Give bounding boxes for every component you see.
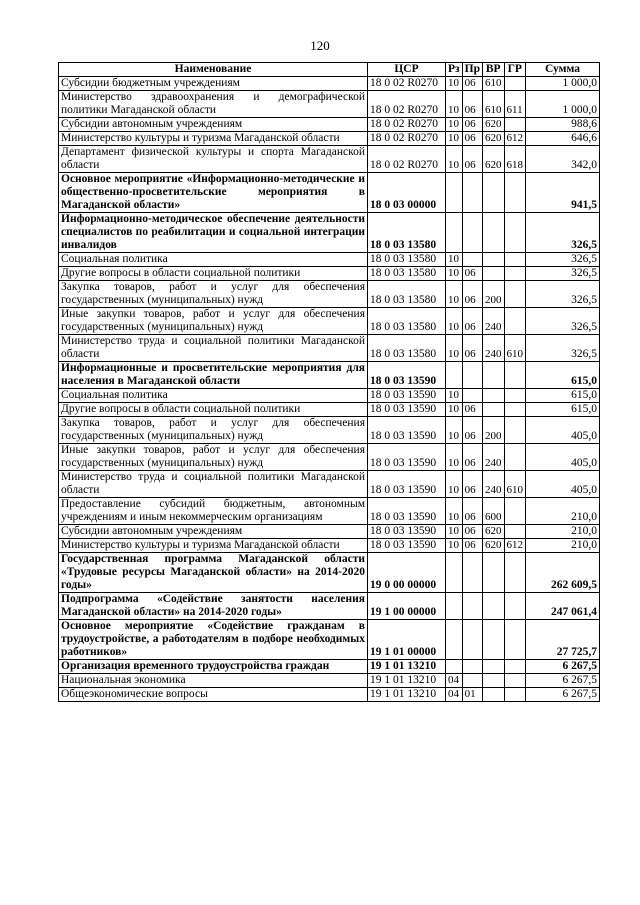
cell-csr: 18 0 03 13590: [368, 444, 446, 471]
cell-vr: [483, 403, 505, 417]
cell-pr: 06: [462, 132, 482, 146]
cell-rz: 04: [446, 688, 463, 702]
cell-name: Закупка товаров, работ и услуг для обеспечения государственных (муниципальных) нужд: [59, 417, 368, 444]
cell-name: Министерство здравоохранения и демографической политики Магаданской области: [59, 91, 368, 118]
cell-vr: [483, 267, 505, 281]
table-row: [59, 308, 600, 335]
cell-pr: 06: [462, 498, 482, 525]
cell-sum: 405,0: [526, 471, 600, 498]
cell-pr: [462, 213, 482, 253]
cell-rz: 04: [446, 674, 463, 688]
cell-pr: 06: [462, 281, 482, 308]
cell-vr: 200: [483, 417, 505, 444]
cell-name: Иные закупки товаров, работ и услуг для обеспечения государственных (муниципальных) нужд: [59, 308, 368, 335]
table-row: [59, 539, 600, 553]
cell-sum: 615,0: [526, 362, 600, 389]
table-row: [59, 267, 600, 281]
table-body: [59, 77, 600, 702]
cell-csr: 19 1 01 13210: [368, 660, 446, 674]
cell-sum: 1 000,0: [526, 91, 600, 118]
cell-gr: [504, 362, 526, 389]
cell-rz: [446, 213, 463, 253]
cell-sum: 615,0: [526, 403, 600, 417]
cell-pr: [462, 389, 482, 403]
cell-gr: [504, 389, 526, 403]
cell-name: Предоставление субсидий бюджетным, автономным учреждениям и иным некоммерческим организациям: [59, 498, 368, 525]
cell-vr: 620: [483, 525, 505, 539]
cell-gr: [504, 498, 526, 525]
cell-name: Государственная программа Магаданской области «Трудовые ресурсы Магаданской области» на 2014-2020 годы»: [59, 553, 368, 593]
cell-csr: 19 0 00 00000: [368, 553, 446, 593]
cell-csr: 18 0 03 13580: [368, 335, 446, 362]
header-name: Наименование: [59, 63, 368, 77]
cell-csr: 19 1 00 00000: [368, 593, 446, 620]
cell-csr: 18 0 03 13590: [368, 498, 446, 525]
header-csr: ЦСР: [368, 63, 446, 77]
cell-sum: 405,0: [526, 444, 600, 471]
cell-sum: 326,5: [526, 308, 600, 335]
cell-pr: 06: [462, 417, 482, 444]
cell-sum: 326,5: [526, 253, 600, 267]
cell-name: Другие вопросы в области социальной политики: [59, 267, 368, 281]
cell-csr: 18 0 02 R0270: [368, 77, 446, 91]
table-row: [59, 173, 600, 213]
cell-csr: 18 0 03 13590: [368, 389, 446, 403]
cell-rz: [446, 620, 463, 660]
header-rz: Рз: [446, 63, 463, 77]
cell-vr: 620: [483, 146, 505, 173]
cell-rz: [446, 173, 463, 213]
table-row: [59, 281, 600, 308]
cell-vr: 240: [483, 444, 505, 471]
cell-sum: 941,5: [526, 173, 600, 213]
cell-name: Департамент физической культуры и спорта Магаданской области: [59, 146, 368, 173]
cell-name: Организация временного трудоустройства граждан: [59, 660, 368, 674]
cell-name: Подпрограмма «Содействие занятости населения Магаданской области» на 2014-2020 годы»: [59, 593, 368, 620]
table-row: [59, 91, 600, 118]
cell-vr: [483, 213, 505, 253]
table-row: [59, 335, 600, 362]
cell-rz: 10: [446, 389, 463, 403]
cell-sum: 6 267,5: [526, 688, 600, 702]
cell-csr: 18 0 02 R0270: [368, 118, 446, 132]
cell-name: Министерство труда и социальной политики Магаданской области: [59, 471, 368, 498]
header-vr: ВР: [483, 63, 505, 77]
cell-gr: [504, 525, 526, 539]
cell-gr: 612: [504, 539, 526, 553]
cell-rz: 10: [446, 471, 463, 498]
table-row: [59, 620, 600, 660]
table-row: [59, 389, 600, 403]
table-row: [59, 77, 600, 91]
cell-rz: 10: [446, 498, 463, 525]
cell-name: Другие вопросы в области социальной политики: [59, 403, 368, 417]
table-row: [59, 213, 600, 253]
cell-sum: 326,5: [526, 213, 600, 253]
cell-name: Информационно-методическое обеспечение деятельности специалистов по реабилитации и социальной интеграции инвалидов: [59, 213, 368, 253]
cell-pr: [462, 620, 482, 660]
cell-pr: [462, 674, 482, 688]
table-row: [59, 403, 600, 417]
cell-rz: 10: [446, 118, 463, 132]
cell-csr: 18 0 03 13580: [368, 267, 446, 281]
cell-csr: 19 1 01 13210: [368, 688, 446, 702]
cell-pr: [462, 362, 482, 389]
cell-name: Закупка товаров, работ и услуг для обеспечения государственных (муниципальных) нужд: [59, 281, 368, 308]
cell-pr: 06: [462, 539, 482, 553]
cell-rz: [446, 362, 463, 389]
cell-gr: [504, 281, 526, 308]
cell-name: Национальная экономика: [59, 674, 368, 688]
cell-csr: 18 0 03 00000: [368, 173, 446, 213]
cell-sum: 247 061,4: [526, 593, 600, 620]
cell-vr: 610: [483, 77, 505, 91]
table-row: [59, 553, 600, 593]
cell-csr: 18 0 03 13580: [368, 308, 446, 335]
cell-sum: 210,0: [526, 525, 600, 539]
cell-csr: 18 0 02 R0270: [368, 146, 446, 173]
cell-vr: 620: [483, 132, 505, 146]
cell-rz: 10: [446, 77, 463, 91]
cell-sum: 405,0: [526, 417, 600, 444]
cell-vr: [483, 674, 505, 688]
cell-vr: [483, 362, 505, 389]
cell-rz: 10: [446, 146, 463, 173]
header-gr: ГР: [504, 63, 526, 77]
cell-vr: 240: [483, 335, 505, 362]
cell-pr: [462, 660, 482, 674]
cell-rz: 10: [446, 281, 463, 308]
cell-name: Социальная политика: [59, 253, 368, 267]
header-sum: Сумма: [526, 63, 600, 77]
cell-name: Информационные и просветительские мероприятия для населения в Магаданской области: [59, 362, 368, 389]
cell-rz: 10: [446, 525, 463, 539]
cell-pr: 06: [462, 444, 482, 471]
cell-gr: 612: [504, 132, 526, 146]
cell-sum: 6 267,5: [526, 660, 600, 674]
cell-vr: 200: [483, 281, 505, 308]
cell-sum: 262 609,5: [526, 553, 600, 593]
cell-gr: [504, 308, 526, 335]
table-row: [59, 660, 600, 674]
cell-name: Министерство культуры и туризма Магаданской области: [59, 132, 368, 146]
cell-gr: [504, 620, 526, 660]
cell-csr: 18 0 03 13590: [368, 417, 446, 444]
cell-pr: 06: [462, 118, 482, 132]
cell-csr: 19 1 01 13210: [368, 674, 446, 688]
table-row: [59, 118, 600, 132]
cell-gr: [504, 553, 526, 593]
cell-gr: [504, 173, 526, 213]
cell-csr: 18 0 03 13580: [368, 213, 446, 253]
table-row: [59, 498, 600, 525]
cell-name: Общеэкономические вопросы: [59, 688, 368, 702]
cell-rz: 10: [446, 253, 463, 267]
cell-pr: 01: [462, 688, 482, 702]
table-row: [59, 525, 600, 539]
table-row: [59, 444, 600, 471]
cell-vr: [483, 593, 505, 620]
cell-vr: [483, 173, 505, 213]
cell-gr: [504, 253, 526, 267]
cell-gr: [504, 118, 526, 132]
table-row: [59, 132, 600, 146]
cell-gr: [504, 417, 526, 444]
cell-vr: 620: [483, 539, 505, 553]
cell-pr: 06: [462, 403, 482, 417]
cell-pr: [462, 173, 482, 213]
cell-sum: 326,5: [526, 335, 600, 362]
cell-sum: 27 725,7: [526, 620, 600, 660]
cell-pr: 06: [462, 267, 482, 281]
cell-csr: 18 0 03 13590: [368, 362, 446, 389]
cell-rz: 10: [446, 417, 463, 444]
cell-vr: 610: [483, 91, 505, 118]
cell-sum: 988,6: [526, 118, 600, 132]
table-row: [59, 253, 600, 267]
cell-rz: [446, 660, 463, 674]
cell-pr: [462, 253, 482, 267]
cell-rz: 10: [446, 403, 463, 417]
cell-gr: 610: [504, 335, 526, 362]
cell-sum: 1 000,0: [526, 77, 600, 91]
cell-csr: 19 1 01 00000: [368, 620, 446, 660]
cell-gr: [504, 403, 526, 417]
table-row: [59, 146, 600, 173]
cell-sum: 615,0: [526, 389, 600, 403]
cell-pr: 06: [462, 525, 482, 539]
cell-gr: [504, 213, 526, 253]
cell-gr: [504, 660, 526, 674]
cell-rz: 10: [446, 91, 463, 118]
cell-gr: 611: [504, 91, 526, 118]
cell-vr: 240: [483, 471, 505, 498]
cell-sum: 6 267,5: [526, 674, 600, 688]
cell-gr: [504, 688, 526, 702]
cell-pr: 06: [462, 146, 482, 173]
cell-name: Иные закупки товаров, работ и услуг для обеспечения государственных (муниципальных) нужд: [59, 444, 368, 471]
cell-sum: 646,6: [526, 132, 600, 146]
cell-rz: [446, 593, 463, 620]
page-number: 120: [310, 38, 330, 53]
cell-sum: 210,0: [526, 498, 600, 525]
cell-rz: 10: [446, 335, 463, 362]
cell-pr: 06: [462, 91, 482, 118]
table-row: [59, 593, 600, 620]
cell-vr: [483, 389, 505, 403]
cell-name: Министерство культуры и туризма Магаданской области: [59, 539, 368, 553]
cell-name: Субсидии автономным учреждениям: [59, 525, 368, 539]
cell-vr: [483, 688, 505, 702]
cell-csr: 18 0 03 13580: [368, 253, 446, 267]
header-pr: Пр: [462, 63, 482, 77]
cell-vr: [483, 553, 505, 593]
cell-name: Министерство труда и социальной политики Магаданской области: [59, 335, 368, 362]
cell-sum: 326,5: [526, 267, 600, 281]
cell-pr: 06: [462, 77, 482, 91]
cell-gr: [504, 593, 526, 620]
cell-vr: 620: [483, 118, 505, 132]
cell-sum: 342,0: [526, 146, 600, 173]
cell-gr: [504, 674, 526, 688]
cell-vr: 600: [483, 498, 505, 525]
cell-csr: 18 0 03 13590: [368, 539, 446, 553]
cell-rz: 10: [446, 539, 463, 553]
cell-name: Социальная политика: [59, 389, 368, 403]
cell-name: Основное мероприятие «Содействие гражданам в трудоустройстве, а работодателям в подборе необходимых работников»: [59, 620, 368, 660]
table-row: [59, 471, 600, 498]
cell-vr: [483, 660, 505, 674]
cell-vr: [483, 620, 505, 660]
cell-gr: [504, 444, 526, 471]
table-header-row: [59, 63, 600, 77]
cell-gr: 618: [504, 146, 526, 173]
cell-gr: [504, 77, 526, 91]
cell-pr: 06: [462, 335, 482, 362]
cell-csr: 18 0 03 13590: [368, 471, 446, 498]
budget-table: [58, 62, 600, 702]
cell-gr: 610: [504, 471, 526, 498]
table-row: [59, 417, 600, 444]
cell-csr: 18 0 03 13590: [368, 403, 446, 417]
cell-gr: [504, 267, 526, 281]
cell-pr: 06: [462, 471, 482, 498]
cell-sum: 326,5: [526, 281, 600, 308]
cell-sum: 210,0: [526, 539, 600, 553]
table-row: [59, 688, 600, 702]
cell-rz: 10: [446, 132, 463, 146]
cell-csr: 18 0 03 13590: [368, 525, 446, 539]
cell-name: Основное мероприятие «Информационно-методические и общественно-просветительские мероприятия в Магаданской области»: [59, 173, 368, 213]
cell-rz: 10: [446, 444, 463, 471]
cell-pr: 06: [462, 308, 482, 335]
cell-rz: [446, 553, 463, 593]
cell-pr: [462, 593, 482, 620]
cell-csr: 18 0 02 R0270: [368, 132, 446, 146]
cell-rz: 10: [446, 308, 463, 335]
cell-name: Субсидии бюджетным учреждениям: [59, 77, 368, 91]
table-row: [59, 674, 600, 688]
cell-vr: [483, 253, 505, 267]
cell-vr: 240: [483, 308, 505, 335]
cell-rz: 10: [446, 267, 463, 281]
cell-pr: [462, 553, 482, 593]
cell-name: Субсидии автономным учреждениям: [59, 118, 368, 132]
table-row: [59, 362, 600, 389]
cell-csr: 18 0 03 13580: [368, 281, 446, 308]
cell-csr: 18 0 02 R0270: [368, 91, 446, 118]
